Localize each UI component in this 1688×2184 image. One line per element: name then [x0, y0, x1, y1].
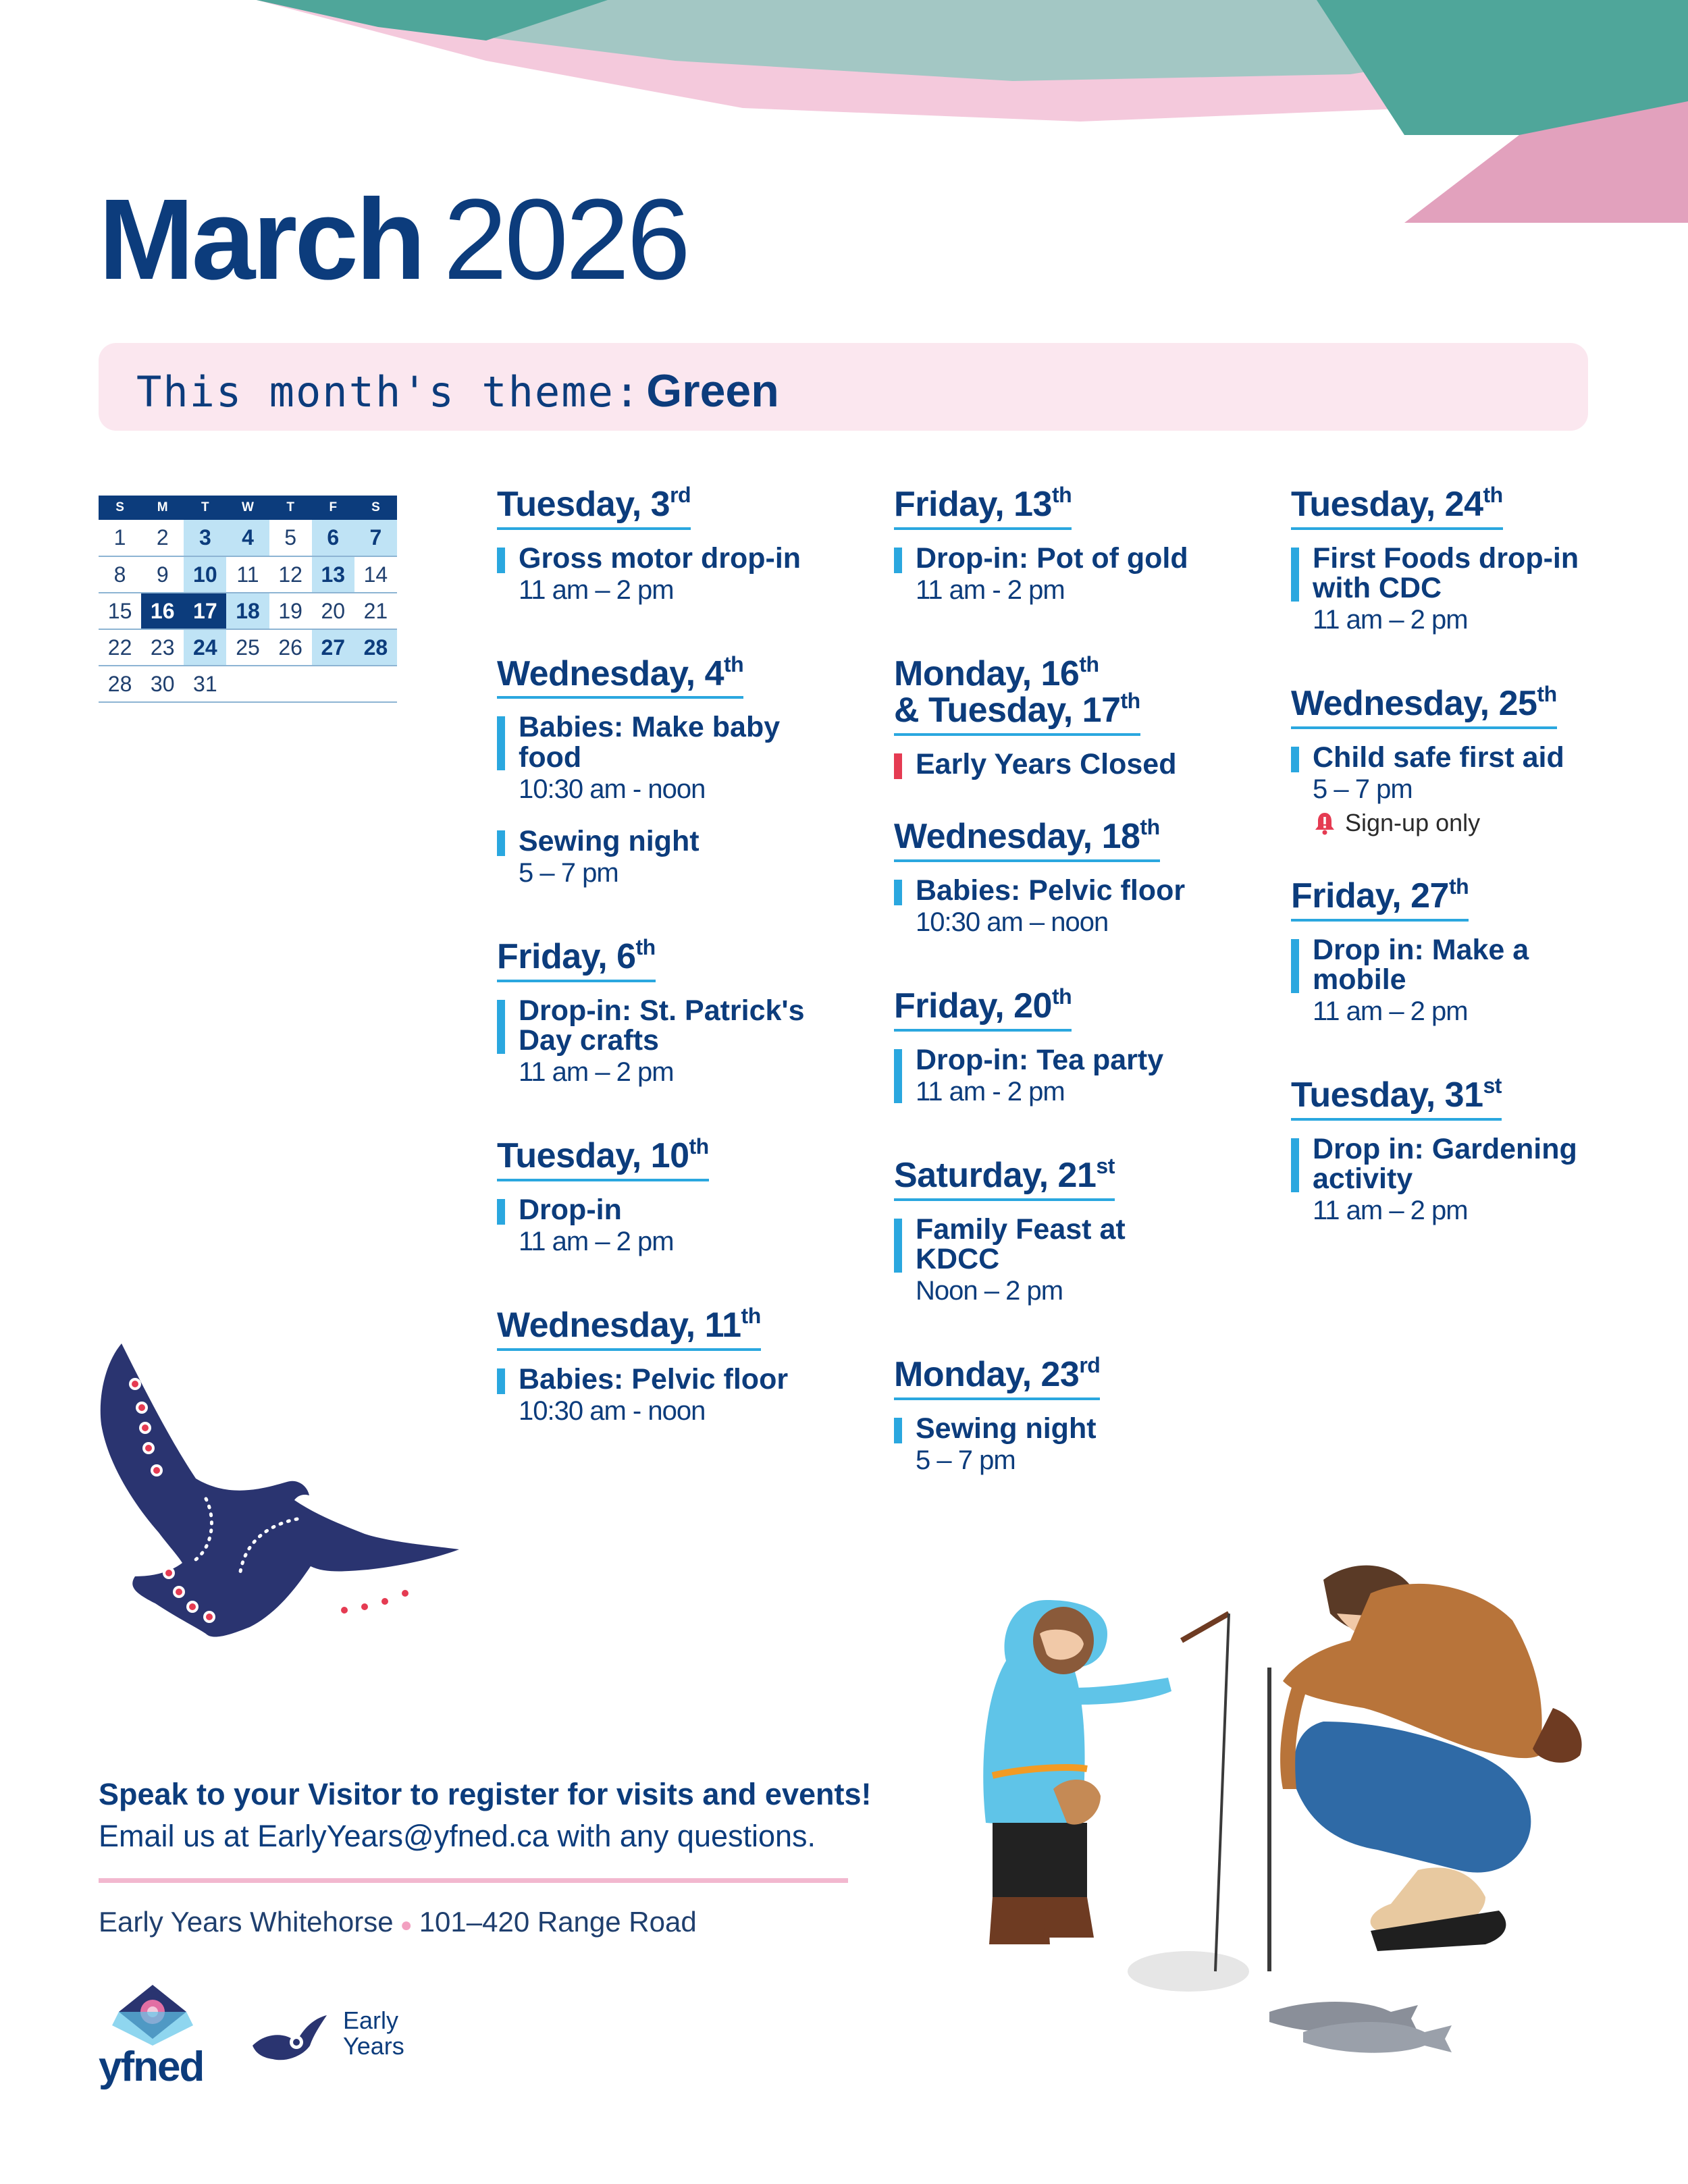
event-name: Early Years Closed	[916, 748, 1177, 781]
day-block	[497, 1134, 875, 1258]
event-marker	[1291, 747, 1299, 772]
calendar-day	[269, 666, 312, 702]
early-years-line1: Early	[343, 2006, 399, 2034]
event-name: Babies: Pelvic floor	[916, 874, 1186, 907]
calendar-week	[99, 666, 397, 702]
day-block	[894, 651, 1272, 781]
event-item	[1291, 935, 1669, 1029]
calendar-day: 30	[141, 666, 184, 702]
event-marker	[1291, 939, 1299, 993]
calendar-day-event: 3	[184, 520, 226, 556]
event-time: 11 am – 2 pm	[519, 1227, 674, 1257]
calendar-day: 26	[269, 629, 312, 666]
footer-divider	[99, 1878, 848, 1883]
event-time: 5 – 7 pm	[916, 1445, 1016, 1476]
early-years-line2: Years	[343, 2031, 404, 2060]
calendar-day-event: 10	[184, 556, 226, 593]
weekday-label: T	[184, 496, 226, 520]
event-name: First Foods drop-in with CDC	[1313, 541, 1579, 604]
event-time: 11 am – 2 pm	[519, 1057, 674, 1088]
event-item	[894, 543, 1272, 607]
event-time: 11 am - 2 pm	[916, 575, 1065, 605]
event-item	[894, 876, 1272, 939]
day-block	[497, 935, 875, 1089]
calendar-day-event: 27	[312, 629, 354, 666]
event-name: Drop in: Make a mobile	[1313, 933, 1529, 996]
event-marker	[497, 1368, 505, 1394]
events-column-3	[1291, 483, 1669, 1276]
early-years-wordmark	[343, 2008, 404, 2059]
calendar-day: 11	[226, 556, 269, 593]
signup-note-text: Sign-up only	[1345, 809, 1481, 837]
day-block	[497, 651, 875, 890]
event-item	[894, 749, 1272, 779]
event-time: 11 am - 2 pm	[916, 1077, 1065, 1107]
calendar-day: 2	[141, 520, 184, 556]
calendar-day	[226, 666, 269, 702]
event-time: 11 am – 2 pm	[1313, 1196, 1468, 1226]
event-name: Sewing night	[916, 1412, 1097, 1445]
event-name: Family Feast at KDCC	[916, 1213, 1126, 1275]
event-time: 5 – 7 pm	[519, 858, 618, 888]
calendar-day: 23	[141, 629, 184, 666]
event-item	[497, 543, 875, 607]
signup-note	[1313, 809, 1669, 837]
calendar-day	[312, 666, 354, 702]
event-item	[1291, 1134, 1669, 1228]
day-heading: Tuesday, 3rd	[497, 486, 691, 530]
event-name: Babies: Make baby food	[519, 711, 781, 774]
event-marker	[497, 1199, 505, 1225]
event-marker	[894, 548, 902, 573]
closed-marker	[894, 753, 902, 779]
day-block	[1291, 874, 1669, 1028]
day-heading: Monday, 23rd	[894, 1356, 1100, 1400]
event-time: 10:30 am - noon	[519, 1396, 706, 1427]
ice-fishing-illustration	[945, 1533, 1593, 2066]
calendar-day	[354, 666, 397, 702]
event-marker	[497, 716, 505, 770]
weekday-label: W	[226, 496, 269, 520]
calendar-day: 1	[99, 520, 141, 556]
event-item	[1291, 743, 1669, 837]
day-block	[497, 1304, 875, 1428]
calendar-week	[99, 556, 397, 593]
event-name: Child safe first aid	[1313, 741, 1564, 774]
event-marker	[497, 830, 505, 856]
logo-row	[99, 1985, 450, 2090]
day-block	[894, 1353, 1272, 1477]
event-item	[497, 996, 875, 1090]
day-heading: Friday, 20th	[894, 988, 1072, 1032]
event-marker	[497, 548, 505, 573]
event-item	[894, 1045, 1272, 1109]
calendar-day: 12	[269, 556, 312, 593]
event-marker	[894, 880, 902, 905]
event-item	[497, 1195, 875, 1258]
street-address: 101–420 Range Road	[419, 1906, 697, 1938]
day-heading: Tuesday, 10th	[497, 1138, 709, 1181]
page-title	[99, 176, 688, 304]
location-name: Early Years Whitehorse	[99, 1906, 394, 1938]
day-block	[894, 1154, 1272, 1308]
weekday-label: S	[354, 496, 397, 520]
event-time: 10:30 am - noon	[519, 774, 706, 805]
event-item	[497, 712, 875, 806]
event-name: Drop in: Gardening activity	[1313, 1132, 1577, 1196]
event-marker	[1291, 548, 1299, 602]
footer-contact	[99, 1777, 872, 1938]
event-time: 11 am – 2 pm	[1313, 605, 1468, 635]
weekday-label: T	[269, 496, 312, 520]
address-line	[99, 1906, 848, 1938]
event-marker	[1291, 1138, 1299, 1192]
event-name: Babies: Pelvic floor	[519, 1362, 789, 1395]
theme-text	[136, 365, 779, 417]
calendar-day: 15	[99, 593, 141, 629]
theme-banner	[99, 343, 1588, 431]
event-marker	[894, 1219, 902, 1273]
calendar-day-event: 28	[354, 629, 397, 666]
mini-calendar	[99, 496, 397, 703]
calendar-day-event: 7	[354, 520, 397, 556]
calendar-day: 20	[312, 593, 354, 629]
calendar-week	[99, 629, 397, 666]
early-years-logo	[246, 2005, 334, 2066]
mini-calendar-weekdays	[99, 496, 397, 520]
day-heading: Monday, 16th & Tuesday, 17th	[894, 656, 1140, 736]
calendar-week	[99, 520, 397, 556]
day-block	[894, 984, 1272, 1109]
event-item	[894, 1414, 1272, 1477]
calendar-day: 25	[226, 629, 269, 666]
calendar-day: 31	[184, 666, 226, 702]
calendar-day-closed: 17	[184, 593, 226, 629]
calendar-day: 21	[354, 593, 397, 629]
day-block	[894, 483, 1272, 607]
event-marker	[497, 1000, 505, 1054]
event-name: Drop-in: Pot of gold	[916, 541, 1188, 575]
yfned-wordmark: yfned	[99, 2044, 204, 2090]
events-column-2	[894, 483, 1272, 1526]
day-heading: Wednesday, 11th	[497, 1307, 761, 1351]
day-heading: Wednesday, 18th	[894, 818, 1160, 862]
event-time: 11 am – 2 pm	[519, 575, 674, 605]
alert-icon	[1313, 811, 1337, 835]
event-item	[497, 826, 875, 890]
event-name: Drop-in: Tea party	[916, 1043, 1164, 1076]
day-block	[1291, 1073, 1669, 1227]
day-heading: Tuesday, 24th	[1291, 486, 1503, 530]
weekday-label: S	[99, 496, 141, 520]
title-month: March	[99, 176, 423, 304]
eagle-illustration	[95, 1343, 466, 1661]
day-heading: Friday, 13th	[894, 486, 1072, 530]
day-heading: Friday, 6th	[497, 938, 656, 982]
calendar-day: 9	[141, 556, 184, 593]
calendar-day-event: 6	[312, 520, 354, 556]
calendar-day: 19	[269, 593, 312, 629]
address-separator: ●	[400, 1914, 413, 1936]
theme-value: Green	[646, 365, 779, 417]
register-message: Speak to your Visitor to register for visits and events!	[99, 1777, 872, 1811]
calendar-day: 28	[99, 666, 141, 702]
event-name: Gross motor drop-in	[519, 541, 801, 575]
day-block	[1291, 682, 1669, 837]
day-heading: Wednesday, 25th	[1291, 685, 1557, 729]
event-time: 5 – 7 pm	[1313, 774, 1413, 805]
weekday-label: M	[141, 496, 184, 520]
day-block	[894, 815, 1272, 939]
day-heading: Friday, 27th	[1291, 878, 1469, 922]
event-name: Drop-in: St. Patrick's Day crafts	[519, 994, 805, 1057]
day-heading: Wednesday, 4th	[497, 656, 743, 699]
event-marker	[894, 1418, 902, 1443]
event-marker	[894, 1049, 902, 1103]
weekday-label: F	[312, 496, 354, 520]
calendar-day-event: 18	[226, 593, 269, 629]
day-block	[497, 483, 875, 607]
calendar-day-event: 4	[226, 520, 269, 556]
event-name: Sewing night	[519, 825, 700, 858]
calendar-day: 8	[99, 556, 141, 593]
event-time: 11 am – 2 pm	[1313, 996, 1468, 1027]
event-item	[1291, 543, 1669, 637]
calendar-day-event: 24	[184, 629, 226, 666]
calendar-day: 14	[354, 556, 397, 593]
title-year: 2026	[443, 176, 688, 304]
theme-label: This month's theme:	[136, 367, 641, 417]
event-time: Noon – 2 pm	[916, 1276, 1063, 1306]
calendar-day: 5	[269, 520, 312, 556]
day-heading: Saturday, 21st	[894, 1157, 1115, 1201]
event-item	[894, 1215, 1272, 1308]
calendar-day-closed: 16	[141, 593, 184, 629]
day-heading: Tuesday, 31st	[1291, 1077, 1502, 1121]
calendar-day-event: 13	[312, 556, 354, 593]
event-time: 10:30 am – noon	[916, 907, 1109, 938]
event-item	[497, 1364, 875, 1428]
events-column-1	[497, 483, 875, 1476]
calendar-day: 22	[99, 629, 141, 666]
email-message: Email us at EarlyYears@yfned.ca with any questions.	[99, 1819, 816, 1853]
day-block	[1291, 483, 1669, 637]
calendar-week	[99, 593, 397, 629]
event-name: Drop-in	[519, 1194, 622, 1227]
